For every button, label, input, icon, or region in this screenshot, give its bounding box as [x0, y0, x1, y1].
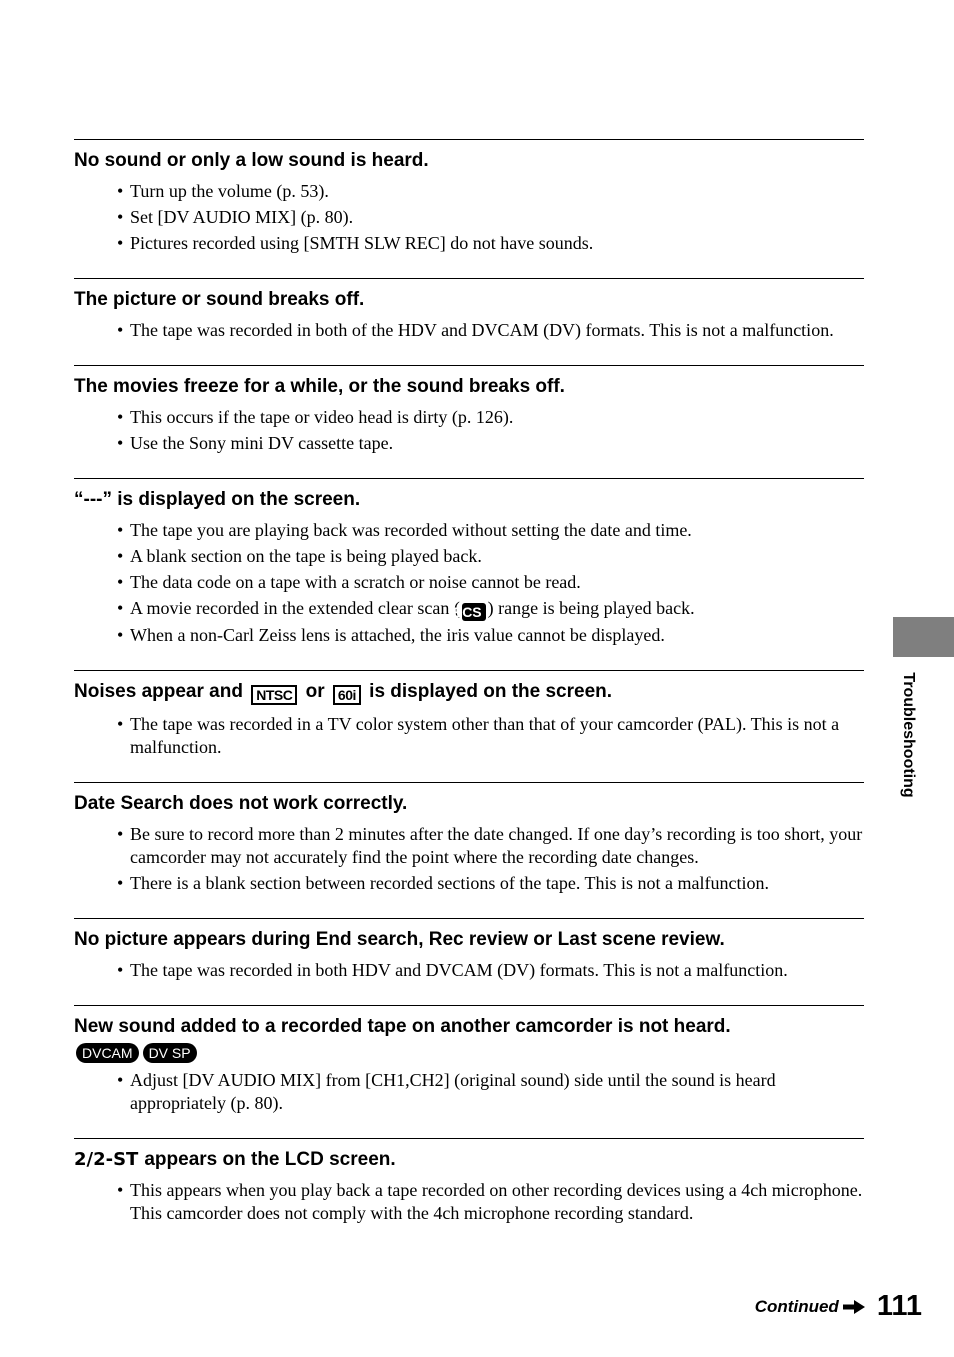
list-item: • Adjust [DV AUDIO MIX] from [CH1,CH2] (original sound) side until the sound is heard appropriately (p. 80). — [74, 1069, 864, 1115]
bullet-list — [74, 319, 864, 342]
list-item: • There is a blank section between recorded sections of the tape. This is not a malfunction. — [74, 872, 864, 895]
2-2-st-icon: 2/2-ST — [74, 1149, 139, 1170]
section-heading: The movies freeze for a while, or the sound breaks off. — [74, 376, 565, 397]
list-item-text: ) range is being played back. — [487, 598, 695, 618]
ecs-icon: ECS — [462, 603, 486, 621]
section-dashes-displayed — [74, 478, 864, 647]
chapter-tab — [893, 617, 954, 657]
section-date-search — [74, 782, 864, 895]
list-item: • This occurs if the tape or video head is dirty (p. 126). — [74, 406, 864, 429]
page-footer — [755, 1290, 922, 1323]
list-item: • The tape you are playing back was recorded without setting the date and time. — [74, 519, 864, 542]
section-heading: Date Search does not work correctly. — [74, 793, 408, 814]
chapter-label: Troubleshooting — [900, 672, 917, 798]
section-noises-ntsc — [74, 670, 864, 759]
section-heading: “---” is displayed on the screen. — [74, 489, 361, 510]
list-item: • Use the Sony mini DV cassette tape. — [74, 432, 864, 455]
list-item: • This appears when you play back a tape recorded on other recording devices using a 4ch microphone. This camcorder does not comply with the 4ch microphone recording standard. — [74, 1179, 864, 1225]
section-picture-breaks — [74, 278, 864, 342]
list-item — [74, 597, 864, 621]
heading-text: is displayed on the screen. — [369, 681, 613, 702]
list-item: • Pictures recorded using [SMTH SLW REC] do not have sounds. — [74, 232, 864, 255]
section-heading — [74, 1149, 864, 1171]
bullet-list — [74, 959, 864, 982]
section-no-sound — [74, 139, 864, 255]
format-icons — [76, 1042, 864, 1063]
continued-label: Continued — [754, 1296, 839, 1316]
section-heading: The picture or sound breaks off. — [74, 289, 365, 310]
right-arrow-icon — [843, 1300, 865, 1314]
list-item: • Set [DV AUDIO MIX] (p. 80). — [74, 206, 864, 229]
section-new-sound-not-heard — [74, 1005, 864, 1115]
heading-text: or — [305, 681, 325, 702]
bullet-list — [74, 519, 864, 647]
list-item-text: A movie recorded in the extended clear scan ( — [130, 598, 460, 618]
page-number: 111 — [876, 1290, 922, 1322]
heading-text: Noises appear and — [74, 681, 243, 702]
bullet-list — [74, 823, 864, 895]
list-item: • A blank section on the tape is being played back. — [74, 545, 864, 568]
list-item: • When a non-Carl Zeiss lens is attached, the iris value cannot be displayed. — [74, 624, 864, 647]
dvcam-icon: DVCAM — [76, 1043, 139, 1063]
list-item: • The data code on a tape with a scratch or noise cannot be read. — [74, 571, 864, 594]
heading-text: appears on the LCD screen. — [144, 1149, 396, 1170]
section-2-2-st — [74, 1138, 864, 1225]
60i-icon: 60i — [333, 685, 361, 705]
list-item: • The tape was recorded in both HDV and DVCAM (DV) formats. This is not a malfunction. — [74, 959, 864, 982]
bullet-list — [74, 1179, 864, 1225]
section-no-picture-end-search — [74, 918, 864, 982]
section-heading — [74, 681, 864, 705]
section-movies-freeze — [74, 365, 864, 455]
section-heading: New sound added to a recorded tape on another camcorder is not heard. — [74, 1016, 731, 1037]
ntsc-icon: NTSC — [251, 685, 297, 705]
bullet-list — [74, 406, 864, 455]
bullet-list — [74, 180, 864, 255]
bullet-list — [74, 1069, 864, 1115]
list-item: • Be sure to record more than 2 minutes after the date changed. If one day’s recording is too short, your camcorder may not accurately find the point where the recording date changes. — [74, 823, 864, 869]
section-heading: No picture appears during End search, Rec review or Last scene review. — [74, 929, 725, 950]
dv-sp-icon: DV SP — [143, 1043, 197, 1063]
list-item: • The tape was recorded in a TV color system other than that of your camcorder (PAL). This is not a malfunction. — [74, 713, 864, 759]
list-item: • The tape was recorded in both of the HDV and DVCAM (DV) formats. This is not a malfunction. — [74, 319, 864, 342]
section-heading: No sound or only a low sound is heard. — [74, 150, 429, 171]
bullet-list — [74, 713, 864, 759]
troubleshooting-content — [74, 139, 864, 1228]
list-item: • Turn up the volume (p. 53). — [74, 180, 864, 203]
